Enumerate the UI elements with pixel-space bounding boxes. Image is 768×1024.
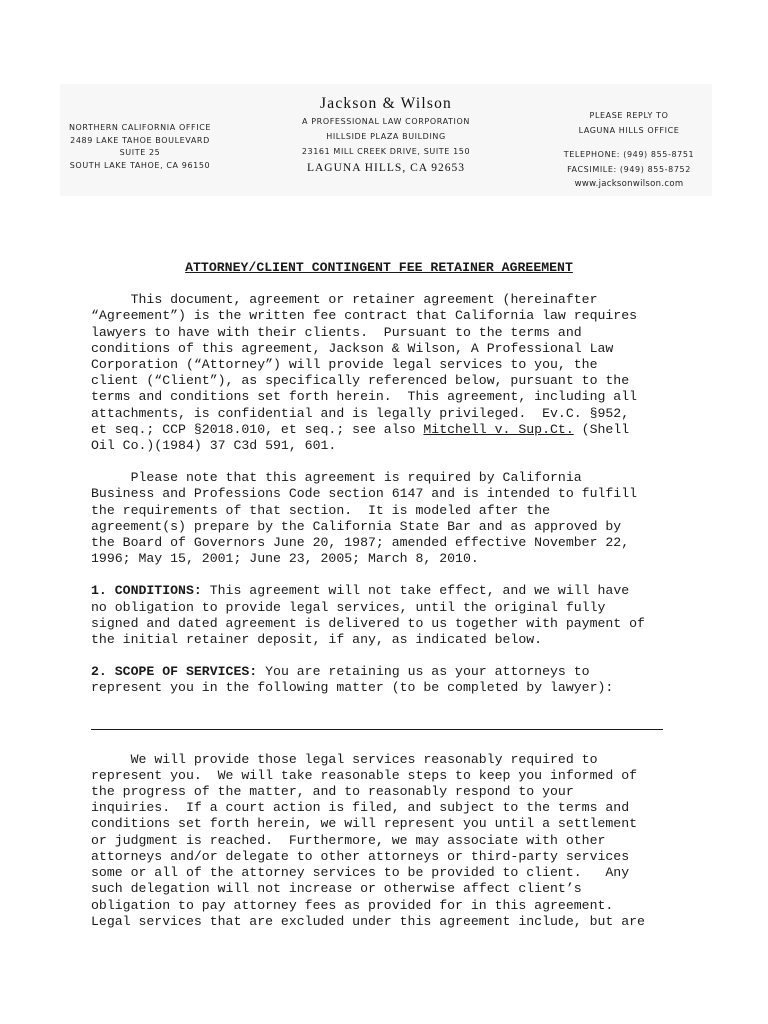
matter-blank-line[interactable] xyxy=(91,713,663,730)
text-line: represent you. We will take reasonable steps to keep you informed of xyxy=(91,767,638,783)
section-conditions xyxy=(91,583,691,648)
text-line xyxy=(91,664,691,680)
text-line: terms and conditions set forth herein. This agreement, including all xyxy=(91,389,638,405)
section-heading: 1. CONDITIONS: xyxy=(91,583,202,599)
text-line: “Agreement”) is the written fee contract that California law requires xyxy=(91,308,638,324)
text-line: conditions of this agreement, Jackson & Wilson, A Professional Law xyxy=(91,340,614,356)
text-line: lawyers to have with their clients. Pursuant to the terms and xyxy=(91,324,582,340)
firm-building: HILLSIDE PLAZA BUILDING xyxy=(326,132,446,141)
text-line: the progress of the matter, and to reasonably respond to your xyxy=(91,784,574,800)
firm-city: LAGUNA HILLS, CA 92653 xyxy=(306,162,466,174)
text-line: Business and Professions Code section 6147 and is intended to fulfill xyxy=(91,486,638,502)
document-body xyxy=(91,260,691,930)
facsimile: FACSIMILE: (949) 855-8752 xyxy=(567,165,691,174)
north-office-city: SOUTH LAKE TAHOE, CA 96150 xyxy=(69,160,211,170)
text-line: obligation to pay attorney fees as provided for in this agreement. xyxy=(91,897,614,913)
north-office-suite: SUITE 25 xyxy=(119,148,161,157)
text-line: represent you in the following matter (to be completed by lawyer): xyxy=(91,680,614,696)
section-heading: 2. SCOPE OF SERVICES: xyxy=(91,664,258,680)
text-line: conditions set forth herein, we will represent you until a settlement xyxy=(91,816,638,832)
text-line: the Board of Governors June 20, 1987; amended effective November 22, xyxy=(91,535,630,551)
text-segment: You are retaining us as your attorneys to xyxy=(257,664,590,680)
text-line: such delegation will not increase or otherwise affect client’s xyxy=(91,881,582,897)
text-line: inquiries. If a court action is filed, and subject to the terms and xyxy=(91,800,630,816)
text-line: This document, agreement or retainer agreement (hereinafter xyxy=(91,292,598,308)
text-line: signed and dated agreement is delivered to us together with payment of xyxy=(91,615,645,631)
text-line: Please note that this agreement is required by California xyxy=(91,470,582,486)
text-line: 1996; May 15, 2001; June 23, 2005; March 8, 2010. xyxy=(91,551,479,567)
text-segment: (Shell xyxy=(573,421,630,437)
text-line: the initial retainer deposit, if any, as indicated below. xyxy=(91,632,543,648)
text-segment: et seq.; CCP §2018.010, et seq.; see also xyxy=(91,421,424,437)
north-office-street: 2489 LAKE TAHOE BOULEVARD xyxy=(70,135,210,145)
paragraph-intro xyxy=(91,292,691,454)
text-line: We will provide those legal services reasonably required to xyxy=(91,751,598,767)
document-title: ATTORNEY/CLIENT CONTINGENT FEE RETAINER AGREEMENT xyxy=(185,260,573,275)
text-line: attachments, is confidential and is legally privileged. Ev.C. §952, xyxy=(91,405,630,421)
text-line: the requirements of that section. It is modeled after the xyxy=(91,502,550,518)
website-link[interactable]: www.jacksonwilson.com xyxy=(574,179,684,189)
firm-block xyxy=(270,94,502,177)
reply-line-2: LAGUNA HILLS OFFICE xyxy=(578,126,680,135)
firm-type: A PROFESSIONAL LAW CORPORATION xyxy=(302,117,470,126)
case-citation: Mitchell v. Sup.Ct. xyxy=(423,421,574,437)
firm-name: Jackson & Wilson xyxy=(320,95,452,112)
text-line: no obligation to provide legal services, until the original fully xyxy=(91,599,606,615)
paragraph-services xyxy=(91,752,691,930)
text-line: client (“Client”), as specifically referenced below, pursuant to the xyxy=(91,373,630,389)
northern-office-block xyxy=(60,122,220,172)
text-line xyxy=(91,583,691,599)
section-scope xyxy=(91,664,691,696)
text-segment: This agreement will not take effect, and we will have xyxy=(201,583,630,599)
text-line: agreement(s) prepare by the California State Bar and as approved by xyxy=(91,518,622,534)
firm-street: 23161 MILL CREEK DRIVE, SUITE 150 xyxy=(301,147,471,156)
text-line xyxy=(91,422,691,438)
reply-block xyxy=(544,108,714,192)
telephone: TELEPHONE: (949) 855-8751 xyxy=(563,150,695,159)
text-line: attorneys and/or delegate to other attorneys or third-party services xyxy=(91,848,630,864)
reply-line-1: PLEASE REPLY TO xyxy=(589,111,669,120)
text-line: Corporation (“Attorney”) will provide legal services to you, the xyxy=(91,357,598,373)
letterhead xyxy=(60,84,712,196)
paragraph-statute xyxy=(91,470,691,567)
text-line: or judgment is reached. Furthermore, we may associate with other xyxy=(91,832,606,848)
text-line: some or all of the attorney services to be provided to client. Any xyxy=(91,865,630,881)
text-line: Legal services that are excluded under this agreement include, but are xyxy=(91,913,645,929)
north-office-label: NORTHERN CALIFORNIA OFFICE xyxy=(68,123,212,132)
text-line: Oil Co.)(1984) 37 C3d 591, 601. xyxy=(91,438,337,454)
